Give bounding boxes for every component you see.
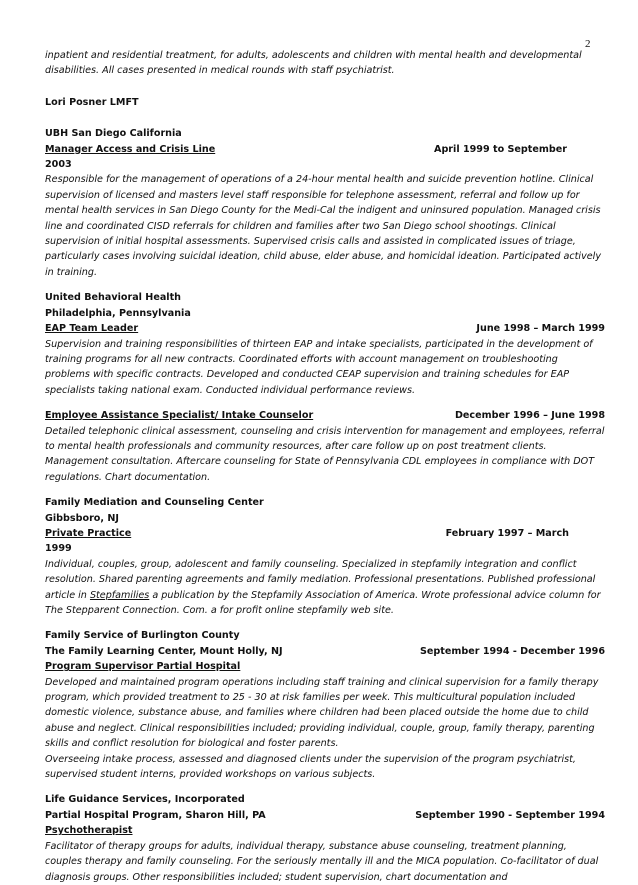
employer-location: Gibbsboro, NJ [45,512,119,524]
job-description [45,557,605,619]
job-dates: September 1990 - September 1994 [415,809,605,821]
job-dates: December 1996 – June 1998 [454,410,605,422]
publication-link[interactable]: Stepfamilies [89,589,150,601]
job-description: Developed and maintained program operations including staff training and clinical supervision for a family therapy program, which provided treatment to 25 - 30 at risk families per week. This multicultural population included domestic violence, substance abuse, and families where children had been placed outside the home due to child abuse and neglect. Clinical responsibilities included; providing individual, couple, group, family therapy, parenting skills and conflict resolution for biological and foster parents. [45,676,599,750]
job-title-row [45,142,605,157]
job-dates: February 1997 – March [445,527,569,539]
job-dates: June 1998 – March 1999 [476,323,605,335]
job-dates-continued: 1999 [45,543,72,555]
job-dates: April 1999 to September [434,143,567,155]
employer-name: UBH San Diego California [45,128,182,140]
job-title: Manager Access and Crisis Line [45,143,216,155]
job-title: Private Practice [45,527,132,539]
job-title: Psychotherapist [45,825,133,837]
page-number: 2 [585,38,591,50]
employer-location: Philadelphia, Pennsylvania [45,307,191,319]
job-title: EAP Team Leader [45,323,139,335]
employer-location-row [45,808,605,823]
employer-name: United Behavioral Health [45,292,182,304]
job-description: Facilitator of therapy groups for adults, individual therapy, substance abuse counseling, treatment planning, couples therapy and family counseling. For the seriously mentally ill and the MICA population. Co-facilitator of dual diagnosis groups. Other responsibilities included; student supervision, chart documentation and [45,840,599,883]
employer-name: Family Mediation and Counseling Center [45,497,264,509]
intro-paragraph: inpatient and residential treatment, for adults, adolescents and children with mental health and developmental disabilities. All cases presented in medical rounds with staff psychiatrist. [45,50,582,77]
job-dates-continued: 2003 [45,159,72,171]
job-title: Program Supervisor Partial Hospital [45,661,241,673]
job-description: Supervision and training responsibilities of thirteen EAP and intake specialists, participated in the development of training programs for all new contracts. Coordinated efforts with account management on troubleshooting problems with specific contracts. Developed and conducted CEAP supervision and training schedules for EAP specialists taking national exam. Conducted individual performance reviews. [45,338,593,396]
resume-body [45,48,605,885]
employer-name: Life Guidance Services, Incorporated [45,794,245,806]
job-description: Detailed telephonic clinical assessment, counseling and crisis intervention for management and employees, referral to mental health professionals and community resources, after care follow up on post treatment clients. Management consultation. Aftercare counseling for State of Pennsylvania CDL employees in compliance with DOT regulations. Chart documentation. [45,425,605,483]
job-description-part: Individual, couples, group, adolescent and family counseling. Specialized in stepfamily integration and conflict resolution. Shared parenting agreements and family mediation. Professional presentations. Published professional article in [45,558,596,601]
employer-name: Family Service of Burlington County [45,630,240,642]
job-title-row [45,321,605,336]
job-title-row [45,526,605,541]
job-description-continued: Overseeing intake process, assessed and diagnosed clients under the supervision of the program psychiatrist, supervised student interns, provided workshops on various subjects. [45,753,576,781]
job-title-row [45,408,605,423]
employer-location-row [45,644,605,659]
person-name: Lori Posner LMFT [45,96,139,108]
job-dates: September 1994 - December 1996 [420,645,605,657]
job-title: Employee Assistance Specialist/ Intake Counselor [45,410,314,422]
employer-location: Partial Hospital Program, Sharon Hill, PA [45,809,266,821]
job-description: Responsible for the management of operations of a 24-hour mental health and suicide prevention hotline. Clinical supervision of licensed and masters level staff responsible for telephone assessment, referral and follow up for mental health services in San Diego County for the Medi-Cal the indigent and uninsured population. Managed crisis line and coordinated CISD referrals for children and families after two San Diego school shootings. Clinical supervision of initial hospital assessments. Supervised crisis calls and assisted in complicated issues of triage, particularly cases involving suicidal ideation, child abuse, elder abuse, and homicidal ideation. Participated actively in training. [45,174,602,278]
employer-location: The Family Learning Center, Mount Holly, NJ [45,645,283,657]
job-description-part: a publication by the Stepfamily Association of America. Wrote professional advice column for The Stepparent Connection. Com. a for profit online stepfamily web site. [45,589,601,616]
